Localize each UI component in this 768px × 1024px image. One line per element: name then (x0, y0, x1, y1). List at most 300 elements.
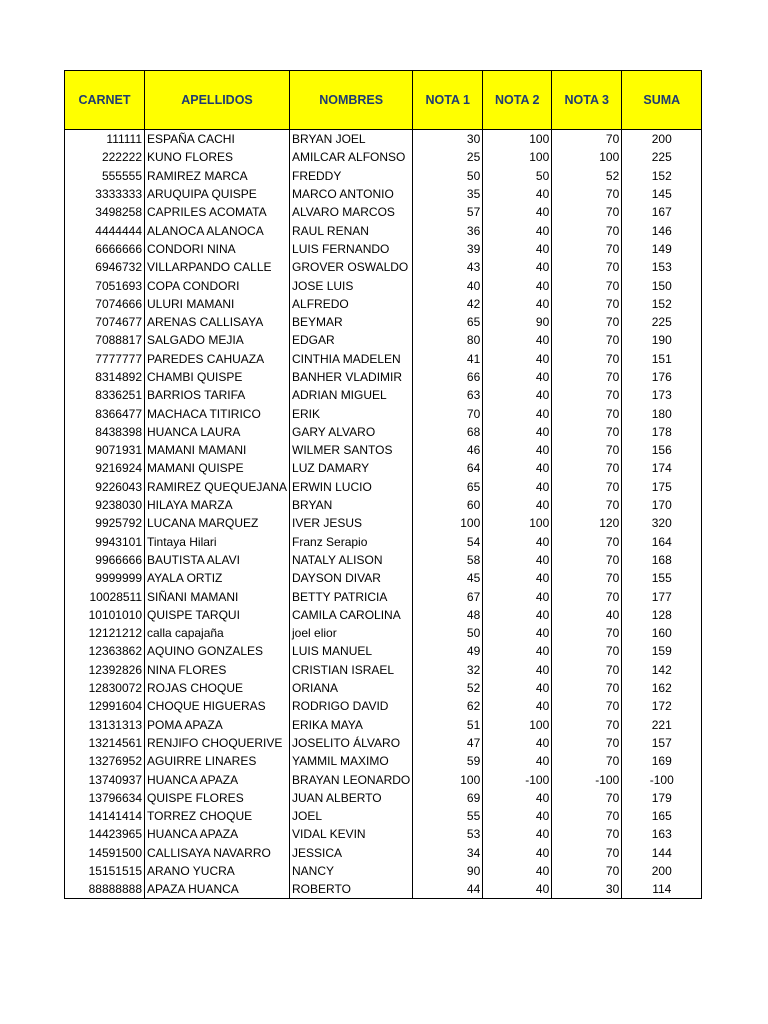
nombres-cell: JOEL (290, 807, 413, 825)
nota-2-cell: 40 (483, 807, 552, 825)
suma-cell: 163 (622, 825, 702, 843)
nota-2-cell: 40 (483, 423, 552, 441)
apellidos-cell: CALLISAYA NAVARRO (145, 844, 290, 862)
carnet-cell: 7074677 (65, 313, 145, 331)
nota-2-cell: 40 (483, 697, 552, 715)
nota-3-cell: 70 (552, 624, 622, 642)
table-row (65, 441, 702, 459)
nota-3-cell: 100 (552, 148, 622, 166)
nota-3-cell: 70 (552, 789, 622, 807)
apellidos-cell: QUISPE TARQUI (145, 606, 290, 624)
nota-2-cell: 40 (483, 587, 552, 605)
nota-3-cell: 70 (552, 240, 622, 258)
nota-1-cell: 63 (413, 386, 483, 404)
nota-2-cell: -100 (483, 770, 552, 788)
nota-2-cell: 40 (483, 825, 552, 843)
nota-2-cell: 100 (483, 514, 552, 532)
nota-2-cell: 40 (483, 240, 552, 258)
suma-cell: 165 (622, 807, 702, 825)
nota-3-cell: 70 (552, 203, 622, 221)
table-row (65, 642, 702, 660)
nota-3-cell: 70 (552, 258, 622, 276)
nombres-cell: CINTHIA MADELEN (290, 350, 413, 368)
nota-2-cell: 40 (483, 496, 552, 514)
carnet-cell: 9226043 (65, 478, 145, 496)
table-row (65, 661, 702, 679)
table-row (65, 167, 702, 185)
nombres-cell: AMILCAR ALFONSO (290, 148, 413, 166)
apellidos-cell: CONDORI NINA (145, 240, 290, 258)
nombres-cell: GARY ALVARO (290, 423, 413, 441)
apellidos-cell: RAMIREZ QUEQUEJANA (145, 478, 290, 496)
suma-cell: 114 (622, 880, 702, 899)
apellidos-cell: PAREDES CAHUAZA (145, 350, 290, 368)
carnet-cell: 13131313 (65, 716, 145, 734)
nombres-cell: RAUL RENAN (290, 221, 413, 239)
nombres-cell: NANCY (290, 862, 413, 880)
nombres-cell: EDGAR (290, 331, 413, 349)
apellidos-cell: AGUIRRE LINARES (145, 752, 290, 770)
nota-2-cell: 40 (483, 386, 552, 404)
nota-3-cell: 70 (552, 533, 622, 551)
nota-3-cell: 70 (552, 807, 622, 825)
nota-3-cell: 70 (552, 386, 622, 404)
nota-2-cell: 40 (483, 679, 552, 697)
carnet-cell: 13796634 (65, 789, 145, 807)
nota-3-cell: 70 (552, 221, 622, 239)
grades-table (64, 70, 702, 899)
nota-3-cell: 70 (552, 130, 622, 149)
nota-3-cell: 70 (552, 478, 622, 496)
apellidos-cell: ESPAÑA CACHI (145, 130, 290, 149)
nombres-cell: JOSE LUIS (290, 276, 413, 294)
suma-cell: -100 (622, 770, 702, 788)
nota-3-cell: 70 (552, 441, 622, 459)
carnet-cell: 14423965 (65, 825, 145, 843)
carnet-cell: 8336251 (65, 386, 145, 404)
apellidos-cell: HILAYA MARZA (145, 496, 290, 514)
header-apellidos: APELLIDOS (145, 71, 290, 130)
nota-1-cell: 50 (413, 167, 483, 185)
nota-1-cell: 44 (413, 880, 483, 899)
header-nombres: NOMBRES (290, 71, 413, 130)
nota-2-cell: 100 (483, 130, 552, 149)
nombres-cell: BRYAN JOEL (290, 130, 413, 149)
apellidos-cell: SIÑANI MAMANI (145, 587, 290, 605)
nota-3-cell: 70 (552, 642, 622, 660)
suma-cell: 174 (622, 459, 702, 477)
nombres-cell: CRISTIAN ISRAEL (290, 661, 413, 679)
nombres-cell: ALVARO MARCOS (290, 203, 413, 221)
carnet-cell: 14591500 (65, 844, 145, 862)
nota-1-cell: 49 (413, 642, 483, 660)
header-nota-1: NOTA 1 (413, 71, 483, 130)
nombres-cell: JUAN ALBERTO (290, 789, 413, 807)
nota-1-cell: 80 (413, 331, 483, 349)
nota-1-cell: 41 (413, 350, 483, 368)
table-row (65, 606, 702, 624)
nombres-cell: FREDDY (290, 167, 413, 185)
carnet-cell: 9238030 (65, 496, 145, 514)
nota-2-cell: 40 (483, 185, 552, 203)
suma-cell: 177 (622, 587, 702, 605)
table-row (65, 807, 702, 825)
nota-3-cell: 70 (552, 331, 622, 349)
apellidos-cell: Tintaya Hilari (145, 533, 290, 551)
table-row (65, 404, 702, 422)
nota-2-cell: 100 (483, 716, 552, 734)
nombres-cell: joel elior (290, 624, 413, 642)
suma-cell: 150 (622, 276, 702, 294)
suma-cell: 152 (622, 295, 702, 313)
suma-cell: 176 (622, 368, 702, 386)
nota-2-cell: 90 (483, 313, 552, 331)
nota-1-cell: 52 (413, 679, 483, 697)
nombres-cell: VIDAL KEVIN (290, 825, 413, 843)
apellidos-cell: RAMIREZ MARCA (145, 167, 290, 185)
nombres-cell: MARCO ANTONIO (290, 185, 413, 203)
apellidos-cell: VILLARPANDO CALLE (145, 258, 290, 276)
nota-1-cell: 66 (413, 368, 483, 386)
carnet-cell: 12363862 (65, 642, 145, 660)
apellidos-cell: HUANCA LAURA (145, 423, 290, 441)
apellidos-cell: ARENAS CALLISAYA (145, 313, 290, 331)
apellidos-cell: ULURI MAMANI (145, 295, 290, 313)
nota-3-cell: 40 (552, 606, 622, 624)
table-row (65, 880, 702, 899)
nombres-cell: BEYMAR (290, 313, 413, 331)
table-row (65, 496, 702, 514)
apellidos-cell: RENJIFO CHOQUERIVE (145, 734, 290, 752)
table-row (65, 203, 702, 221)
nota-2-cell: 40 (483, 624, 552, 642)
nota-3-cell: 70 (552, 661, 622, 679)
suma-cell: 175 (622, 478, 702, 496)
nota-3-cell: 70 (552, 697, 622, 715)
table-row (65, 716, 702, 734)
suma-cell: 167 (622, 203, 702, 221)
carnet-cell: 7074666 (65, 295, 145, 313)
suma-cell: 170 (622, 496, 702, 514)
suma-cell: 152 (622, 167, 702, 185)
apellidos-cell: CAPRILES ACOMATA (145, 203, 290, 221)
nombres-cell: ADRIAN MIGUEL (290, 386, 413, 404)
nota-1-cell: 62 (413, 697, 483, 715)
carnet-cell: 6666666 (65, 240, 145, 258)
nota-1-cell: 42 (413, 295, 483, 313)
nota-1-cell: 65 (413, 478, 483, 496)
nota-1-cell: 36 (413, 221, 483, 239)
nota-1-cell: 50 (413, 624, 483, 642)
nota-1-cell: 65 (413, 313, 483, 331)
nota-2-cell: 40 (483, 258, 552, 276)
table-row (65, 368, 702, 386)
nota-1-cell: 59 (413, 752, 483, 770)
nota-3-cell: 70 (552, 587, 622, 605)
nota-2-cell: 50 (483, 167, 552, 185)
nombres-cell: NATALY ALISON (290, 551, 413, 569)
header-row (65, 71, 702, 130)
nombres-cell: Franz Serapio (290, 533, 413, 551)
nota-2-cell: 40 (483, 221, 552, 239)
nota-1-cell: 30 (413, 130, 483, 149)
nota-1-cell: 25 (413, 148, 483, 166)
apellidos-cell: ROJAS CHOQUE (145, 679, 290, 697)
table-row (65, 478, 702, 496)
carnet-cell: 3498258 (65, 203, 145, 221)
nota-2-cell: 40 (483, 295, 552, 313)
carnet-cell: 222222 (65, 148, 145, 166)
nota-2-cell: 40 (483, 880, 552, 899)
nombres-cell: DAYSON DIVAR (290, 569, 413, 587)
suma-cell: 221 (622, 716, 702, 734)
nota-1-cell: 55 (413, 807, 483, 825)
table-row (65, 221, 702, 239)
table-row (65, 423, 702, 441)
carnet-cell: 12830072 (65, 679, 145, 697)
nota-3-cell: 70 (552, 459, 622, 477)
apellidos-cell: QUISPE FLORES (145, 789, 290, 807)
nota-2-cell: 40 (483, 276, 552, 294)
suma-cell: 144 (622, 844, 702, 862)
apellidos-cell: ARANO YUCRA (145, 862, 290, 880)
table-row (65, 350, 702, 368)
apellidos-cell: MACHACA TITIRICO (145, 404, 290, 422)
table-row (65, 862, 702, 880)
apellidos-cell: APAZA HUANCA (145, 880, 290, 899)
nota-3-cell: 70 (552, 752, 622, 770)
nota-1-cell: 90 (413, 862, 483, 880)
suma-cell: 164 (622, 533, 702, 551)
nombres-cell: JOSELITO ÁLVARO (290, 734, 413, 752)
suma-cell: 320 (622, 514, 702, 532)
nombres-cell: ERIK (290, 404, 413, 422)
nota-2-cell: 40 (483, 734, 552, 752)
table-row (65, 825, 702, 843)
nombres-cell: IVER JESUS (290, 514, 413, 532)
table-row (65, 459, 702, 477)
carnet-cell: 10101010 (65, 606, 145, 624)
carnet-cell: 13276952 (65, 752, 145, 770)
nota-1-cell: 69 (413, 789, 483, 807)
nombres-cell: CAMILA CAROLINA (290, 606, 413, 624)
apellidos-cell: COPA CONDORI (145, 276, 290, 294)
suma-cell: 173 (622, 386, 702, 404)
nombres-cell: BETTY PATRICIA (290, 587, 413, 605)
carnet-cell: 13214561 (65, 734, 145, 752)
nota-1-cell: 60 (413, 496, 483, 514)
suma-cell: 151 (622, 350, 702, 368)
table-row (65, 697, 702, 715)
apellidos-cell: HUANCA APAZA (145, 825, 290, 843)
table-row (65, 276, 702, 294)
table-row (65, 295, 702, 313)
suma-cell: 180 (622, 404, 702, 422)
carnet-cell: 9943101 (65, 533, 145, 551)
suma-cell: 145 (622, 185, 702, 203)
table-row (65, 679, 702, 697)
nota-3-cell: 70 (552, 551, 622, 569)
nota-3-cell: 70 (552, 496, 622, 514)
nota-3-cell: 70 (552, 716, 622, 734)
nota-3-cell: 70 (552, 276, 622, 294)
nota-1-cell: 34 (413, 844, 483, 862)
table-row (65, 844, 702, 862)
apellidos-cell: calla capajaña (145, 624, 290, 642)
nombres-cell: BRYAN (290, 496, 413, 514)
nombres-cell: LUIS FERNANDO (290, 240, 413, 258)
nota-1-cell: 45 (413, 569, 483, 587)
nota-1-cell: 70 (413, 404, 483, 422)
nota-1-cell: 48 (413, 606, 483, 624)
nota-1-cell: 53 (413, 825, 483, 843)
suma-cell: 225 (622, 313, 702, 331)
table-row (65, 770, 702, 788)
suma-cell: 200 (622, 130, 702, 149)
carnet-cell: 9071931 (65, 441, 145, 459)
apellidos-cell: AYALA ORTIZ (145, 569, 290, 587)
apellidos-cell: AQUINO GONZALES (145, 642, 290, 660)
table-row (65, 569, 702, 587)
carnet-cell: 15151515 (65, 862, 145, 880)
table-row (65, 313, 702, 331)
nota-1-cell: 47 (413, 734, 483, 752)
nota-2-cell: 40 (483, 606, 552, 624)
apellidos-cell: POMA APAZA (145, 716, 290, 734)
nota-3-cell: 52 (552, 167, 622, 185)
apellidos-cell: MAMANI QUISPE (145, 459, 290, 477)
table-row (65, 386, 702, 404)
nota-1-cell: 54 (413, 533, 483, 551)
nombres-cell: GROVER OSWALDO (290, 258, 413, 276)
carnet-cell: 8438398 (65, 423, 145, 441)
table-row (65, 624, 702, 642)
carnet-cell: 4444444 (65, 221, 145, 239)
carnet-cell: 6946732 (65, 258, 145, 276)
carnet-cell: 8366477 (65, 404, 145, 422)
suma-cell: 178 (622, 423, 702, 441)
suma-cell: 169 (622, 752, 702, 770)
nota-2-cell: 40 (483, 862, 552, 880)
nota-1-cell: 100 (413, 514, 483, 532)
nota-3-cell: 70 (552, 404, 622, 422)
carnet-cell: 9925792 (65, 514, 145, 532)
carnet-cell: 8314892 (65, 368, 145, 386)
nota-2-cell: 40 (483, 844, 552, 862)
carnet-cell: 88888888 (65, 880, 145, 899)
header-carnet: CARNET (65, 71, 145, 130)
nota-3-cell: -100 (552, 770, 622, 788)
nota-1-cell: 43 (413, 258, 483, 276)
nota-3-cell: 70 (552, 423, 622, 441)
suma-cell: 155 (622, 569, 702, 587)
carnet-cell: 13740937 (65, 770, 145, 788)
apellidos-cell: HUANCA APAZA (145, 770, 290, 788)
nota-3-cell: 70 (552, 368, 622, 386)
nombres-cell: LUZ DAMARY (290, 459, 413, 477)
suma-cell: 157 (622, 734, 702, 752)
nota-2-cell: 40 (483, 569, 552, 587)
nombres-cell: RODRIGO DAVID (290, 697, 413, 715)
apellidos-cell: LUCANA MARQUEZ (145, 514, 290, 532)
table-row (65, 551, 702, 569)
nota-2-cell: 40 (483, 459, 552, 477)
carnet-cell: 7051693 (65, 276, 145, 294)
nota-3-cell: 70 (552, 350, 622, 368)
nota-1-cell: 68 (413, 423, 483, 441)
nota-2-cell: 40 (483, 642, 552, 660)
suma-cell: 162 (622, 679, 702, 697)
nota-1-cell: 46 (413, 441, 483, 459)
apellidos-cell: MAMANI MAMANI (145, 441, 290, 459)
carnet-cell: 555555 (65, 167, 145, 185)
apellidos-cell: ARUQUIPA QUISPE (145, 185, 290, 203)
nota-2-cell: 40 (483, 331, 552, 349)
suma-cell: 172 (622, 697, 702, 715)
header-nota-2: NOTA 2 (483, 71, 552, 130)
nombres-cell: ORIANA (290, 679, 413, 697)
nota-2-cell: 100 (483, 148, 552, 166)
nota-1-cell: 64 (413, 459, 483, 477)
nota-3-cell: 70 (552, 679, 622, 697)
nota-1-cell: 35 (413, 185, 483, 203)
suma-cell: 190 (622, 331, 702, 349)
table-body (65, 130, 702, 899)
table-row (65, 331, 702, 349)
suma-cell: 159 (622, 642, 702, 660)
apellidos-cell: NINA FLORES (145, 661, 290, 679)
carnet-cell: 12121212 (65, 624, 145, 642)
nota-2-cell: 40 (483, 752, 552, 770)
nombres-cell: YAMMIL MAXIMO (290, 752, 413, 770)
apellidos-cell: KUNO FLORES (145, 148, 290, 166)
nota-1-cell: 39 (413, 240, 483, 258)
nota-2-cell: 40 (483, 350, 552, 368)
carnet-cell: 9966666 (65, 551, 145, 569)
carnet-cell: 9216924 (65, 459, 145, 477)
nota-3-cell: 70 (552, 862, 622, 880)
nota-1-cell: 58 (413, 551, 483, 569)
nota-3-cell: 70 (552, 295, 622, 313)
carnet-cell: 9999999 (65, 569, 145, 587)
nota-2-cell: 40 (483, 441, 552, 459)
carnet-cell: 3333333 (65, 185, 145, 203)
nombres-cell: ERIKA MAYA (290, 716, 413, 734)
nombres-cell: WILMER SANTOS (290, 441, 413, 459)
nota-1-cell: 100 (413, 770, 483, 788)
table-row (65, 752, 702, 770)
nota-3-cell: 70 (552, 185, 622, 203)
nota-1-cell: 40 (413, 276, 483, 294)
carnet-cell: 12991604 (65, 697, 145, 715)
carnet-cell: 111111 (65, 130, 145, 149)
nota-3-cell: 70 (552, 825, 622, 843)
apellidos-cell: ALANOCA ALANOCA (145, 221, 290, 239)
nota-1-cell: 51 (413, 716, 483, 734)
header-suma: SUMA (622, 71, 702, 130)
suma-cell: 160 (622, 624, 702, 642)
nombres-cell: ROBERTO (290, 880, 413, 899)
table-row (65, 148, 702, 166)
apellidos-cell: TORREZ CHOQUE (145, 807, 290, 825)
apellidos-cell: BARRIOS TARIFA (145, 386, 290, 404)
nota-3-cell: 70 (552, 569, 622, 587)
nombres-cell: BRAYAN LEONARDO (290, 770, 413, 788)
nota-1-cell: 67 (413, 587, 483, 605)
table-row (65, 130, 702, 149)
header-nota-3: NOTA 3 (552, 71, 622, 130)
nota-2-cell: 40 (483, 404, 552, 422)
